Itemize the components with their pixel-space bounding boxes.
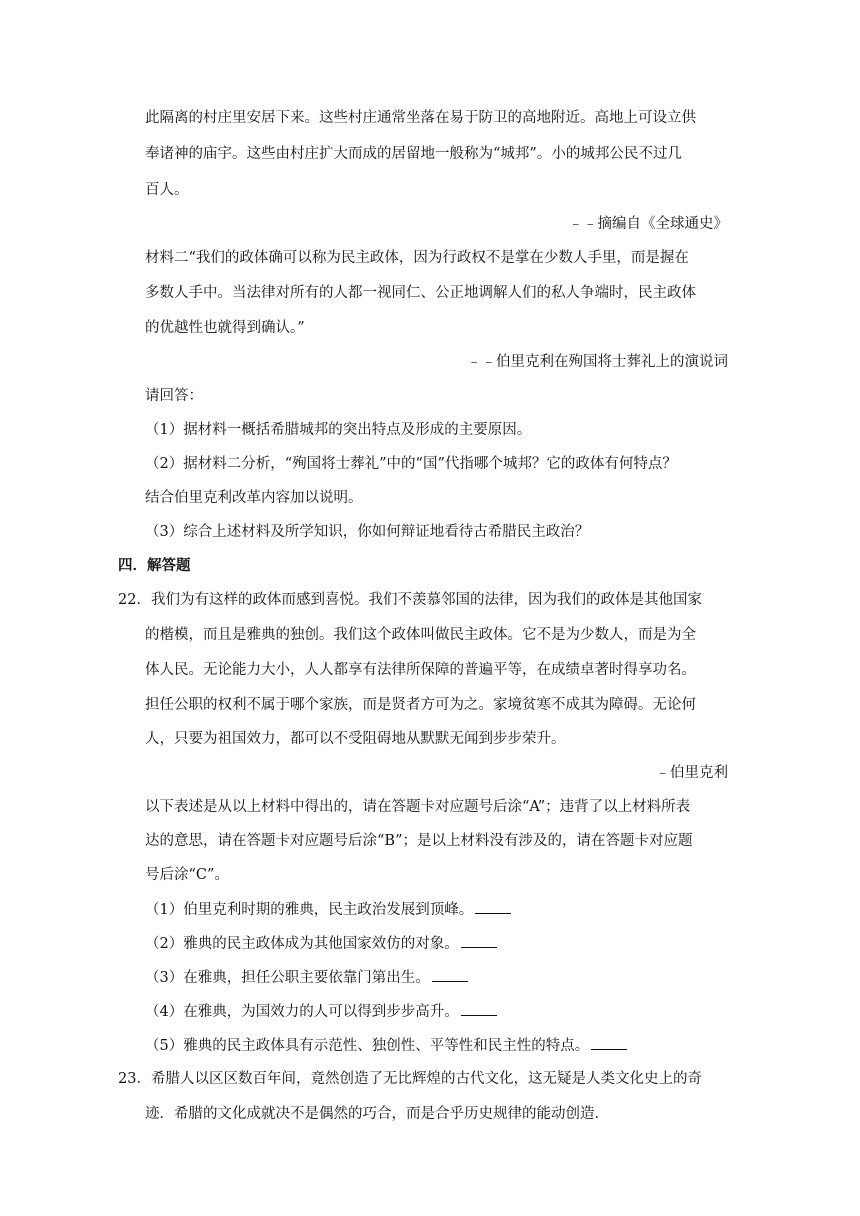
q22-instruction-2: 达的意思，请在答题卡对应题号后涂“B”；是以上材料没有涉及的，请在答题卡对应题 (145, 833, 693, 849)
q22-item-1-text: （1）伯里克利时期的雅典，民主政治发展到顶峰。 (145, 902, 474, 918)
q22-item-4-text: （4）在雅典，为国效力的人可以得到步步高升。 (145, 1004, 459, 1020)
q22-instruction-1: 以下表述是从以上材料中得出的，请在答题卡对应题号后涂“A”；违背了以上材料所表 (145, 799, 691, 815)
q22-item-4 (145, 1001, 497, 1022)
answer-blank-3[interactable] (432, 967, 468, 982)
q22-first-line (118, 590, 702, 610)
material1-line-3: 百人。 (145, 182, 189, 198)
q22-item-2 (145, 933, 497, 954)
q22-line-3: 体人民。无论能力大小，人人都享有法律所保障的普遍平等，在成绩卓著时得享功名。 (145, 662, 696, 678)
q21-item-1: （1）据材料一概括希腊城邦的突出特点及形成的主要原因。 (145, 422, 532, 438)
q22-item-1 (145, 899, 511, 920)
q22-source: ﹣伯里克利 (655, 765, 728, 781)
answer-blank-4[interactable] (461, 1001, 497, 1016)
material2-line-3: 的优越性也就得到确认。” (145, 320, 305, 336)
q22-line-2: 的楷模，而且是雅典的独创。我们这个政体叫做民主政体。它不是为少数人，而是为全 (145, 627, 696, 643)
q22-item-5-text: （5）雅典的民主政体具有示范性、独创性、平等性和民主性的特点。 (145, 1038, 590, 1054)
answer-blank-2[interactable] (461, 933, 497, 948)
material2-source: ﹣﹣伯里克利在殉国将士葬礼上的演说词 (467, 354, 728, 370)
q21-item-2-cont: 结合伯里克利改革内容加以说明。 (145, 490, 363, 506)
q22-line-5: 人，只要为祖国效力，都可以不受阻碍地从默默无闻到步步荣升。 (145, 731, 566, 747)
material1-line-1: 此隔离的村庄里安居下来。这些村庄通常坐落在易于防卫的高地附近。高地上可设立供 (145, 110, 696, 126)
q22-item-3 (145, 967, 468, 988)
q23-number: 23． (118, 1071, 151, 1087)
q23-first-line (118, 1069, 702, 1089)
q22-item-3-text: （3）在雅典，担任公职主要依靠门第出生。 (145, 970, 430, 986)
q22-item-5 (145, 1035, 627, 1056)
q21-item-2: （2）据材料二分析，“殉国将士葬礼”中的“国”代指哪个城邦？它的政体有何特点？ (145, 456, 677, 472)
material2-line-1: 材料二“我们的政体确可以称为民主政体，因为行政权不是掌在少数人手里，而是握在 (145, 250, 689, 266)
q22-instruction-3: 号后涂“C”。 (145, 867, 229, 883)
q23-text: 希腊人以区区数百年间，竟然创造了无比辉煌的古代文化，这无疑是人类文化史上的奇 (150, 1071, 702, 1087)
section-heading: 四．解答题 (118, 557, 191, 574)
q22-number: 22． (118, 592, 151, 608)
q22-text: 我们为有这样的政体而感到喜悦。我们不羡慕邻国的法律，因为我们的政体是其他国家 (150, 592, 702, 608)
q22-line-4: 担任公职的权利不属于哪个家族，而是贤者方可为之。家境贫寒不成其为障碍。无论何 (145, 697, 696, 713)
answer-blank-5[interactable] (591, 1035, 627, 1050)
q22-item-2-text: （2）雅典的民主政体成为其他国家效仿的对象。 (145, 936, 459, 952)
q23-line-2: 迹．希腊的文化成就决不是偶然的巧合，而是合乎历史规律的能动创造． (145, 1106, 609, 1122)
answer-blank-1[interactable] (475, 899, 511, 914)
material1-source: ﹣﹣摘编自《全球通史》 (568, 216, 728, 232)
q21-item-3: （3）综合上述材料及所学知识，你如何辩证地看待古希腊民主政治？ (145, 524, 590, 540)
material2-line-2: 多数人手中。当法律对所有的人都一视同仁、公正地调解人们的私人争端时，民主政体 (145, 285, 696, 301)
material1-line-2: 奉诸神的庙宇。这些由村庄扩大而成的居留地一般称为“城邦”。小的城邦公民不过几 (145, 146, 682, 162)
answer-prompt: 请回答： (145, 388, 203, 404)
